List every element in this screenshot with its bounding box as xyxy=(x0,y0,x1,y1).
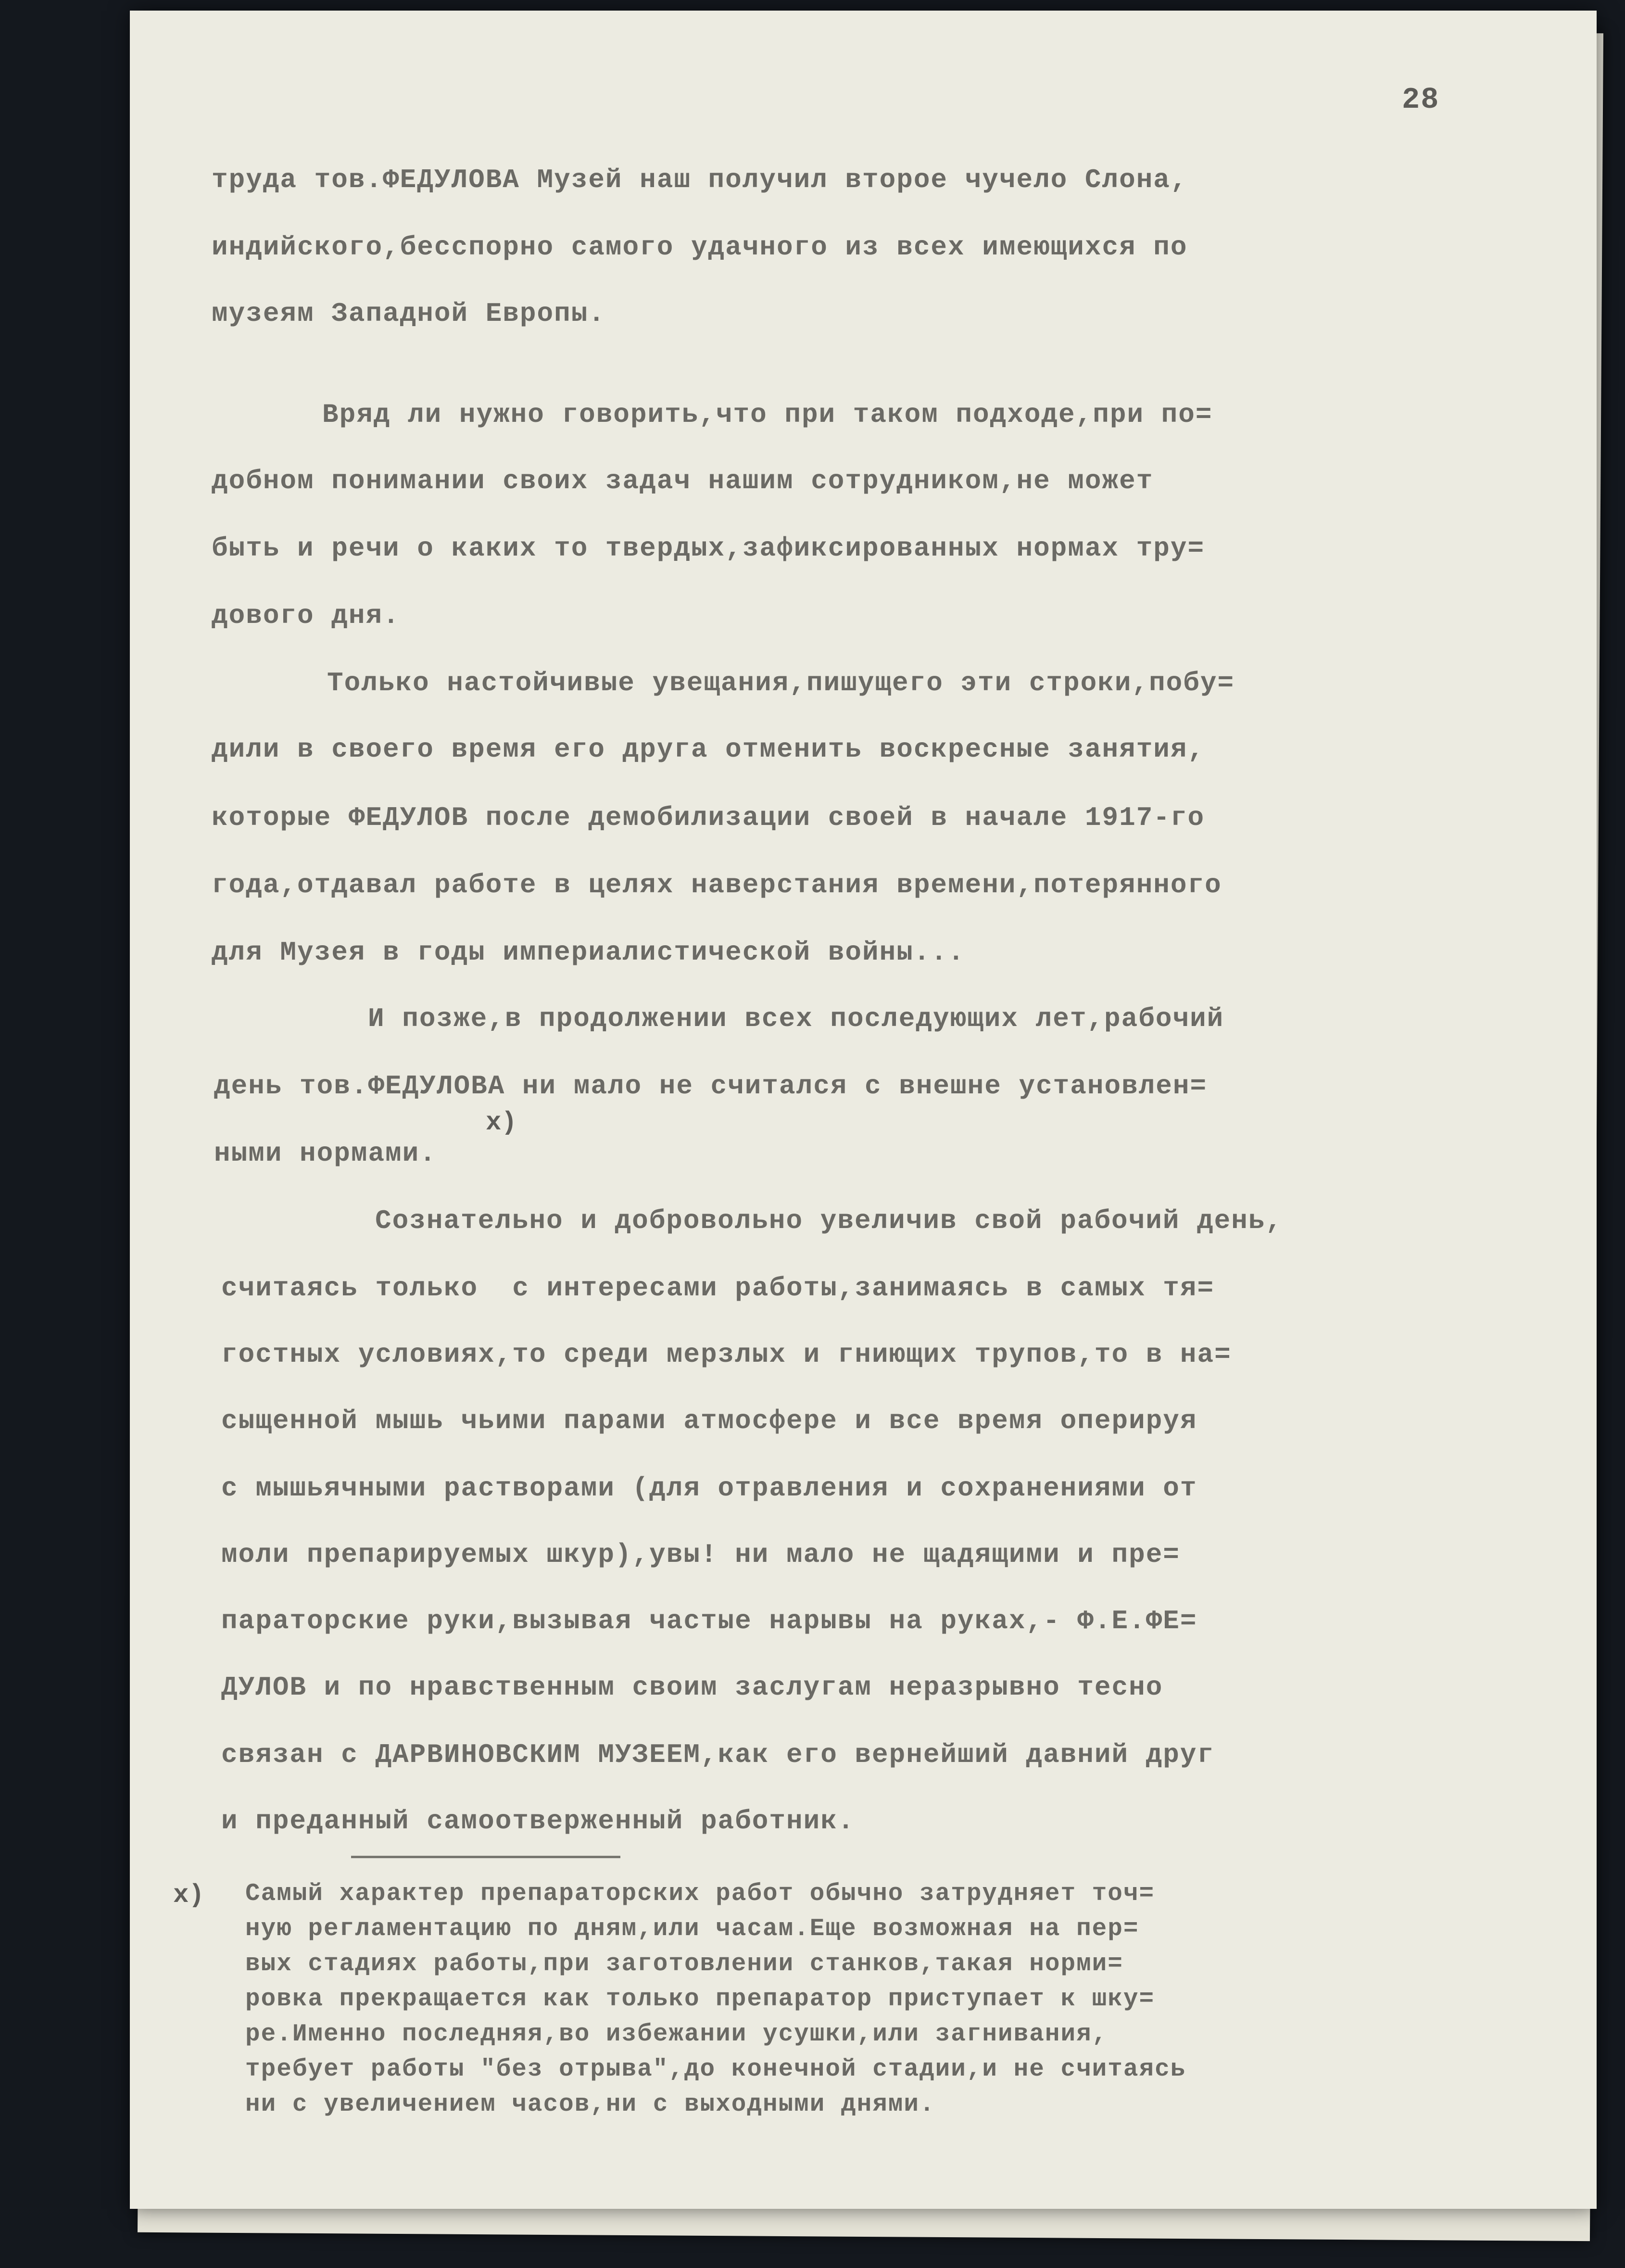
body-line: музеям Западной Европы. xyxy=(212,298,605,329)
footnote-line: вых стадиях работы,при заготовлении станков,такая норми= xyxy=(245,1951,1123,1978)
body-line: индийского,бесспорно самого удачного из всех имеющихся по xyxy=(212,232,1188,263)
body-line: и преданный самоотверженный работник. xyxy=(221,1806,855,1837)
body-line: Вряд ли нужно говорить,что при таком подходе,при по= xyxy=(322,399,1213,430)
body-line: дили в своего время его друга отменить воскресные занятия, xyxy=(212,734,1205,765)
body-line: добном понимании своих задач нашим сотрудником,не может xyxy=(212,466,1154,496)
footnote-line: требует работы "без отрыва",до конечной стадии,и не считаясь xyxy=(245,2056,1186,2083)
body-line: для Музея в годы империалистической войны... xyxy=(212,937,965,968)
footnote-line: ре.Именно последняя,во избежании усушки,или загнивания, xyxy=(245,2021,1108,2048)
body-line: с мышьячными растворами (для отравления и сохранениями от xyxy=(221,1473,1197,1504)
footnote-separator xyxy=(351,1856,620,1858)
body-line: труда тов.ФЕДУЛОВА Музей наш получил второе чучело Слона, xyxy=(212,165,1188,195)
body-line: день тов.ФЕДУЛОВА ни мало не считался с внешне установлен= xyxy=(214,1071,1208,1102)
footnote-line: ни с увеличением часов,ни с выходными днями. xyxy=(245,2091,935,2118)
footnote-line: ровка прекращается как только препаратор приступает к шку= xyxy=(245,1986,1155,2013)
body-line: которые ФЕДУЛОВ после демобилизации своей в начале 1917-го xyxy=(212,802,1205,833)
footnote-line: ную регламентацию по дням,или часам.Еще возможная на пер= xyxy=(245,1915,1139,1943)
body-line: И позже,в продолжении всех последующих лет,рабочий xyxy=(368,1003,1224,1034)
footnote-reference: x) xyxy=(486,1108,517,1138)
body-line: Сознательно и добровольно увеличив свой рабочий день, xyxy=(375,1205,1283,1236)
footnote-line: Самый характер препараторских работ обычно затрудняет точ= xyxy=(245,1880,1155,1908)
body-line: моли препарируемых шкур),увы! ни мало не щадящими и пре= xyxy=(221,1539,1180,1570)
body-line: ными нормами. xyxy=(214,1138,437,1169)
typed-page xyxy=(130,11,1597,2209)
page-number: 28 xyxy=(1402,83,1440,117)
body-line: ДУЛОВ и по нравственным своим заслугам неразрывно тесно xyxy=(221,1672,1163,1703)
body-line: связан с ДАРВИНОВСКИМ МУЗЕЕМ,как его вернейший давний друг xyxy=(221,1739,1215,1770)
body-line: Только настойчивые увещания,пишущего эти строки,побу= xyxy=(327,668,1235,698)
body-line: параторские руки,вызывая частые нарывы на руках,- Ф.Е.ФЕ= xyxy=(221,1606,1197,1636)
body-line: дового дня. xyxy=(212,600,400,631)
body-line: быть и речи о каких то твердых,зафиксированных нормах тру= xyxy=(212,533,1205,564)
body-line: года,отдавал работе в целях наверстания времени,потерянного xyxy=(212,870,1222,900)
body-line: считаясь только с интересами работы,занимаясь в самых тя= xyxy=(221,1273,1215,1304)
body-line: сыщенной мышь чьими парами атмосфере и все время оперируя xyxy=(221,1406,1197,1436)
footnote-marker: x) xyxy=(173,1881,204,1910)
body-line: гостных условиях,то среди мерзлых и гниющих трупов,то в на= xyxy=(221,1339,1232,1370)
